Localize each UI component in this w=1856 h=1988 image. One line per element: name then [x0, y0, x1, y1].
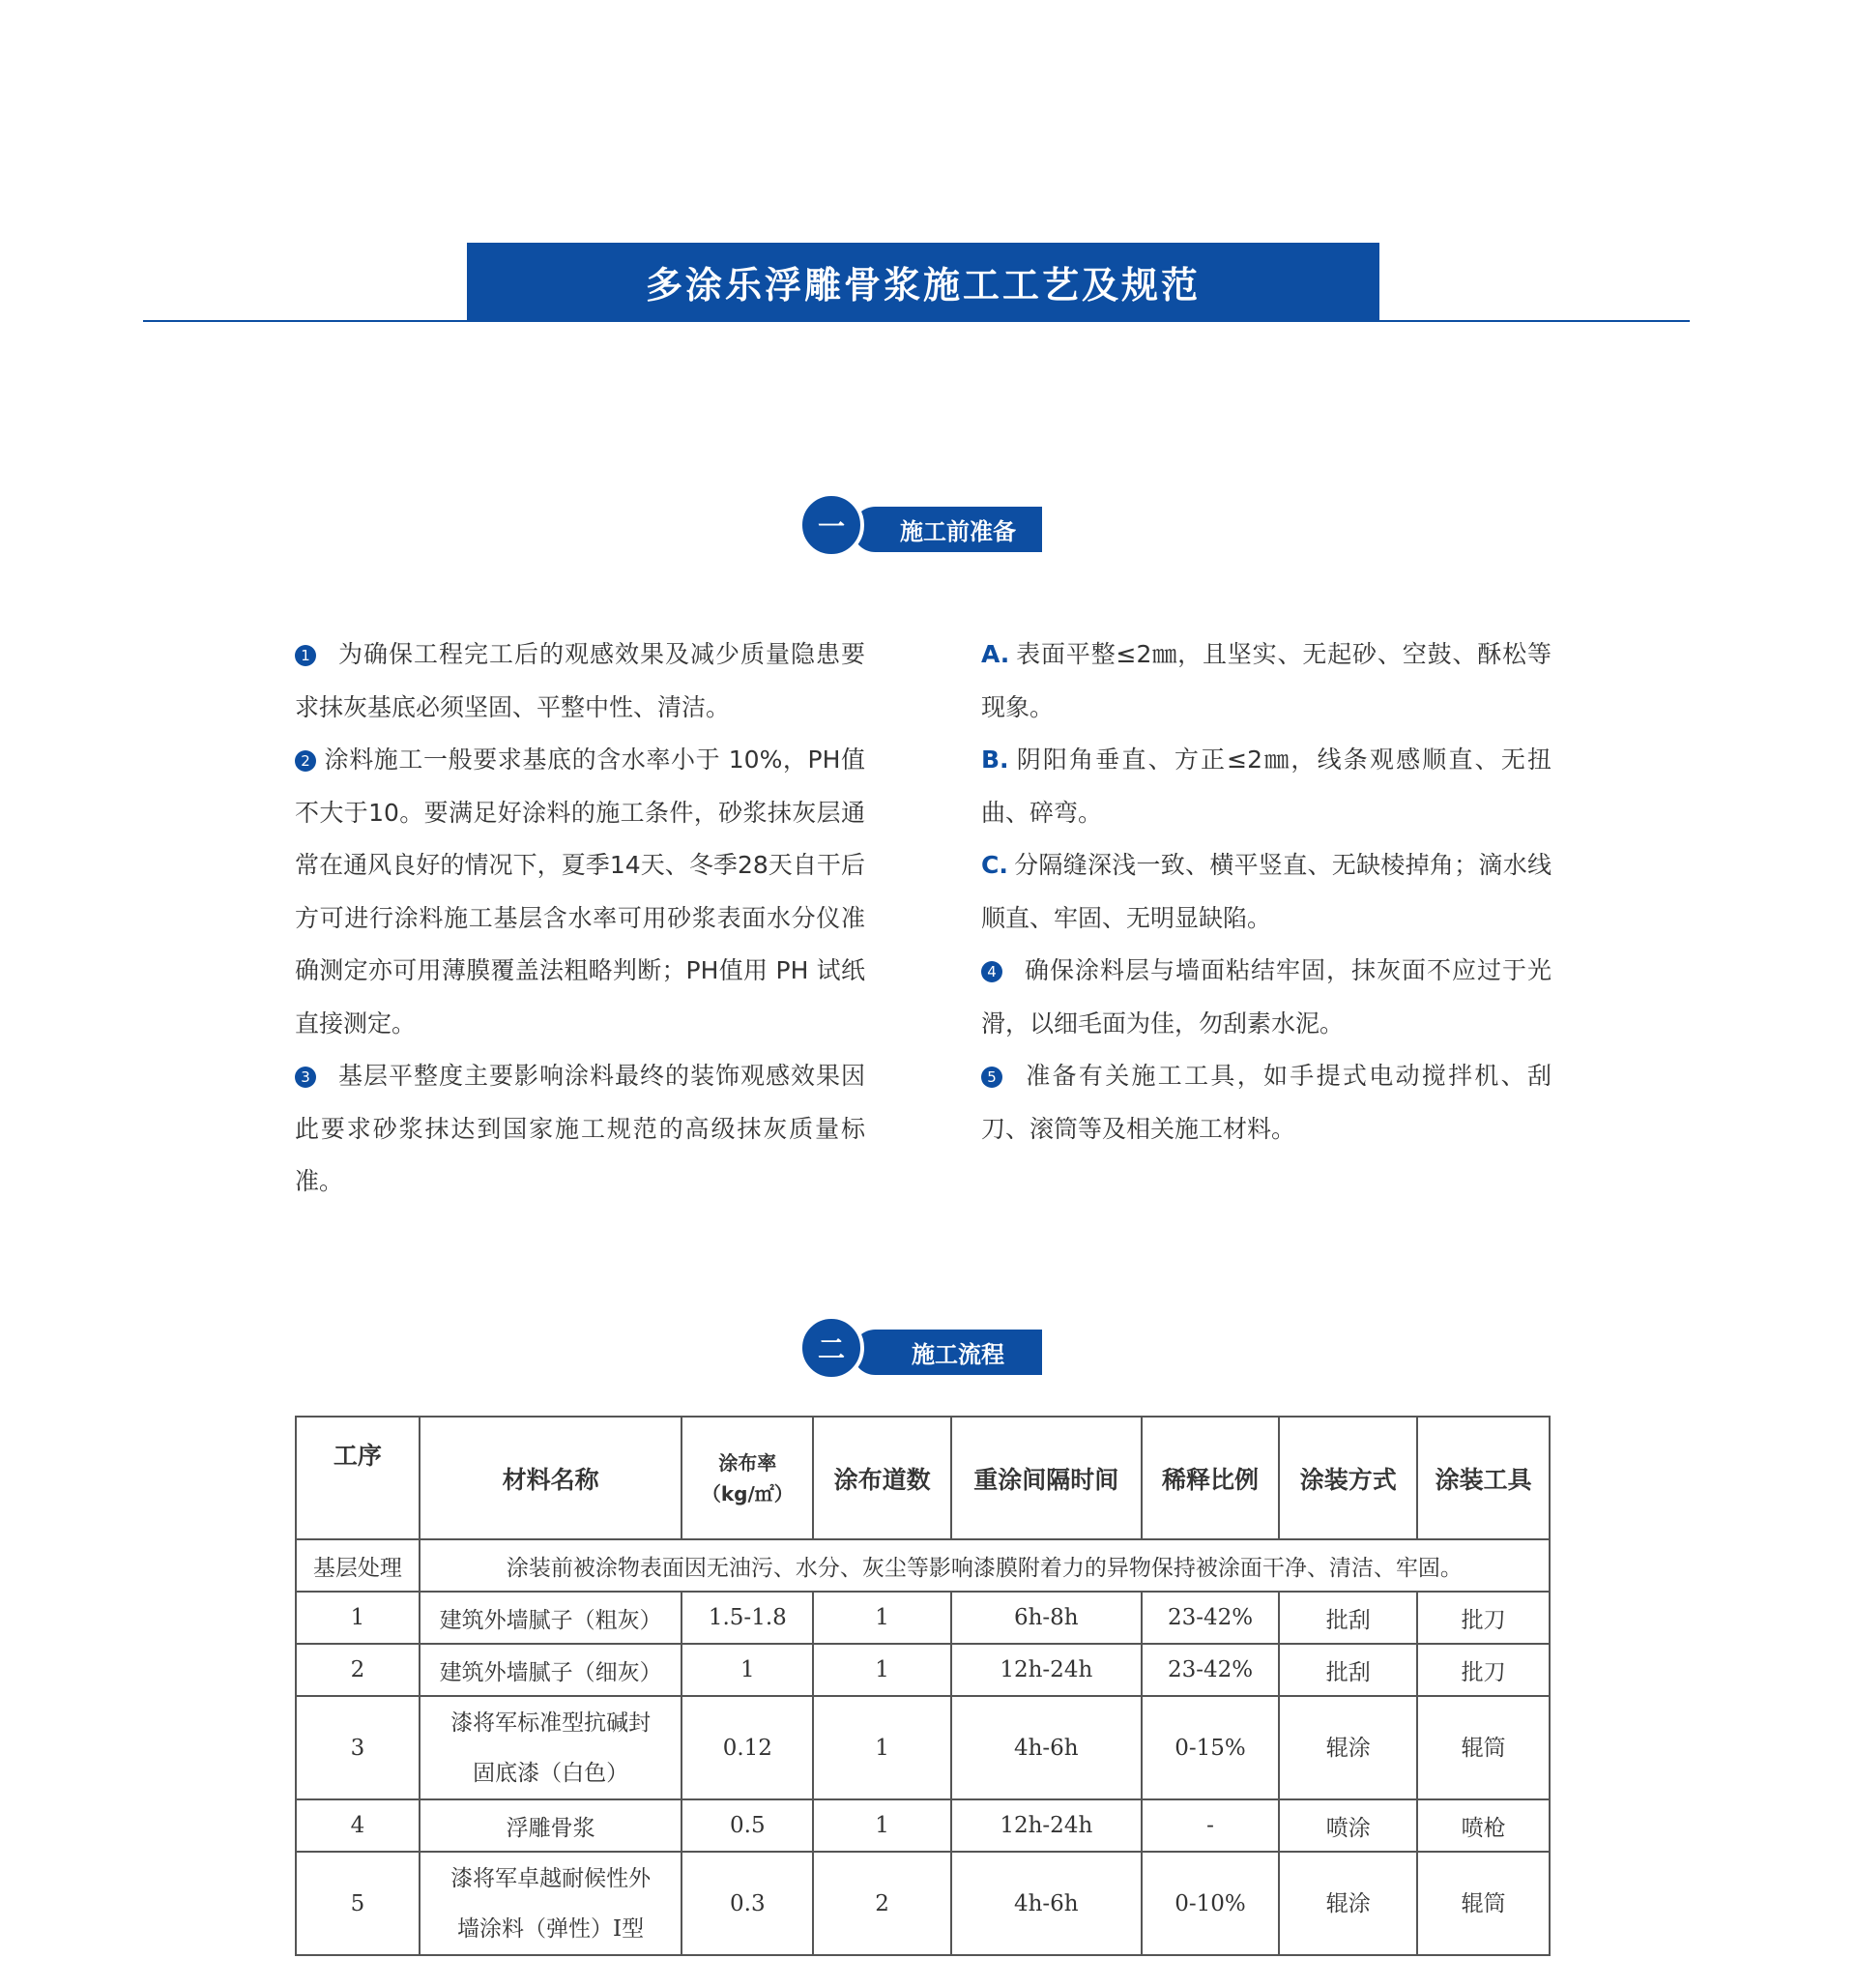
header-dilution: 稀释比例	[1142, 1417, 1280, 1539]
preparation-right-column	[981, 629, 1552, 1155]
list-item	[981, 945, 1552, 1050]
item-letter: C.	[981, 851, 1008, 879]
cell-tool: 喷枪	[1417, 1799, 1550, 1852]
page-title: 多涂乐浮雕骨浆施工工艺及规范	[467, 243, 1379, 320]
cell-method: 辊涂	[1279, 1696, 1417, 1799]
section-title: 施工流程	[853, 1330, 1042, 1375]
header-material: 材料名称	[420, 1417, 682, 1539]
item-text: 基层平整度主要影响涂料最终的装饰观感效果因此要求砂浆抹达到国家施工规范的高级抹灰质量标准。	[295, 1062, 865, 1195]
table-row	[296, 1539, 1550, 1592]
list-item	[295, 1050, 865, 1209]
cell-step: 基层处理	[296, 1539, 420, 1592]
table-row	[296, 1852, 1550, 1955]
cell-tool: 批刀	[1417, 1644, 1550, 1696]
header-step: 工序	[296, 1417, 420, 1539]
cell-step: 5	[296, 1852, 420, 1955]
header-tool: 涂装工具	[1417, 1417, 1550, 1539]
item-number-badge: 3	[295, 1067, 316, 1088]
cell-coats: 1	[813, 1799, 951, 1852]
list-item	[981, 839, 1552, 945]
cell-material: 漆将军卓越耐候性外墙涂料（弹性）Ⅰ型	[420, 1852, 682, 1955]
cell-material: 漆将军标准型抗碱封固底漆（白色）	[420, 1696, 682, 1799]
cell-step: 1	[296, 1592, 420, 1644]
cell-dilution: 23-42%	[1142, 1592, 1280, 1644]
cell-tool: 辊筒	[1417, 1696, 1550, 1799]
cell-material: 浮雕骨浆	[420, 1799, 682, 1852]
item-number-badge: 2	[295, 750, 316, 772]
cell-base-description: 涂装前被涂物表面因无油污、水分、灰尘等影响漆膜附着力的异物保持被涂面干净、清洁、牢固。	[420, 1539, 1550, 1592]
cell-method: 辊涂	[1279, 1852, 1417, 1955]
item-number-badge: 5	[981, 1067, 1002, 1088]
item-letter: B.	[981, 746, 1009, 774]
title-underline	[143, 320, 1690, 322]
table-row	[296, 1644, 1550, 1696]
header-rate-unit: （kg/㎡）	[701, 1481, 794, 1506]
list-item	[295, 629, 865, 734]
section-title: 施工前准备	[853, 507, 1042, 552]
cell-step: 4	[296, 1799, 420, 1852]
cell-material: 建筑外墙腻子（细灰）	[420, 1644, 682, 1696]
cell-rate: 0.3	[682, 1852, 813, 1955]
process-table	[295, 1416, 1551, 1956]
cell-rate: 0.12	[682, 1696, 813, 1799]
item-text: 阴阳角垂直、方正≤2㎜，线条观感顺直、无扭曲、碎弯。	[981, 746, 1552, 827]
section-header-process	[802, 1319, 1044, 1377]
cell-dilution: -	[1142, 1799, 1280, 1852]
cell-dilution: 0-10%	[1142, 1852, 1280, 1955]
item-text: 准备有关施工工具，如手提式电动搅拌机、刮刀、滚筒等及相关施工材料。	[981, 1062, 1552, 1143]
item-text: 确保涂料层与墙面粘结牢固，抹灰面不应过于光滑，以细毛面为佳，勿刮素水泥。	[981, 956, 1552, 1038]
table-row	[296, 1592, 1550, 1644]
item-text: 为确保工程完工后的观感效果及减少质量隐患要求抹灰基底必须坚固、平整中性、清洁。	[295, 640, 865, 721]
cell-coats: 2	[813, 1852, 951, 1955]
cell-step: 3	[296, 1696, 420, 1799]
cell-tool: 批刀	[1417, 1592, 1550, 1644]
cell-interval: 12h-24h	[951, 1644, 1142, 1696]
header-method: 涂装方式	[1279, 1417, 1417, 1539]
header-rate-label: 涂布率	[718, 1450, 777, 1475]
cell-rate: 1.5-1.8	[682, 1592, 813, 1644]
section-number-badge: 二	[798, 1315, 864, 1381]
item-text: 表面平整≤2㎜，且坚实、无起砂、空鼓、酥松等现象。	[981, 640, 1552, 721]
cell-coats: 1	[813, 1644, 951, 1696]
item-letter: A.	[981, 640, 1010, 668]
cell-dilution: 23-42%	[1142, 1644, 1280, 1696]
item-text: 分隔缝深浅一致、横平竖直、无缺棱掉角；滴水线顺直、牢固、无明显缺陷。	[981, 851, 1552, 932]
list-item	[981, 1050, 1552, 1155]
section-header-preparation	[802, 496, 1044, 554]
item-number-badge: 4	[981, 961, 1002, 982]
cell-method: 批刮	[1279, 1644, 1417, 1696]
cell-dilution: 0-15%	[1142, 1696, 1280, 1799]
table-row	[296, 1799, 1550, 1852]
item-number-badge: 1	[295, 645, 316, 666]
cell-rate: 1	[682, 1644, 813, 1696]
list-item	[295, 734, 865, 1050]
cell-coats: 1	[813, 1592, 951, 1644]
table-header-row	[296, 1417, 1550, 1539]
cell-interval: 4h-6h	[951, 1852, 1142, 1955]
cell-interval: 6h-8h	[951, 1592, 1142, 1644]
cell-interval: 12h-24h	[951, 1799, 1142, 1852]
cell-method: 批刮	[1279, 1592, 1417, 1644]
cell-method: 喷涂	[1279, 1799, 1417, 1852]
item-text: 涂料施工一般要求基底的含水率小于 10%，PH值不大于10。要满足好涂料的施工条件，砂浆抹灰层通常在通风良好的情况下，夏季14天、冬季28天自干后方可进行涂料施工基层含水率可用砂浆表面水分仪准确测定亦可用薄膜覆盖法粗略判断；PH值用 PH 试纸直接测定。	[295, 746, 865, 1038]
header-rate	[682, 1417, 813, 1539]
cell-material: 建筑外墙腻子（粗灰）	[420, 1592, 682, 1644]
cell-coats: 1	[813, 1696, 951, 1799]
section-number-badge: 一	[798, 492, 864, 558]
cell-interval: 4h-6h	[951, 1696, 1142, 1799]
header-interval: 重涂间隔时间	[951, 1417, 1142, 1539]
header-coats: 涂布道数	[813, 1417, 951, 1539]
cell-tool: 辊筒	[1417, 1852, 1550, 1955]
preparation-left-column	[295, 629, 865, 1209]
cell-step: 2	[296, 1644, 420, 1696]
list-item	[981, 734, 1552, 839]
cell-rate: 0.5	[682, 1799, 813, 1852]
table-row	[296, 1696, 1550, 1799]
list-item	[981, 629, 1552, 734]
